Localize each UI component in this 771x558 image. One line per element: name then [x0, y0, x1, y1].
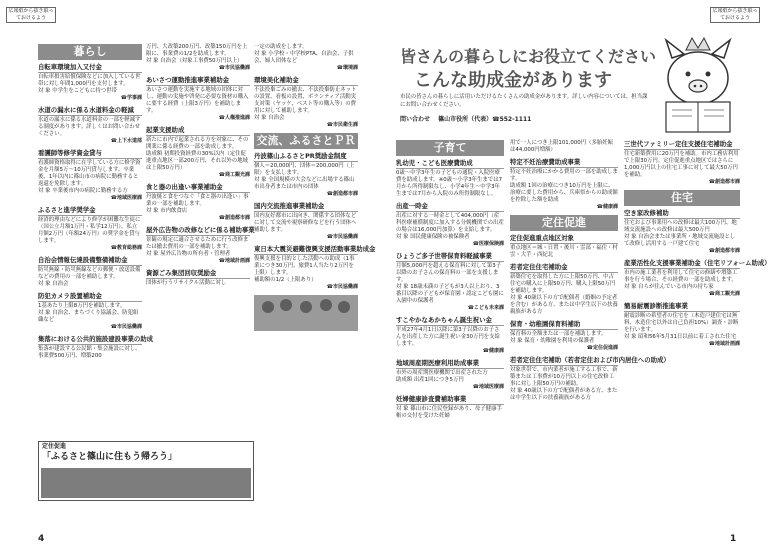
subsidy-item: [254, 76, 358, 129]
page-number-left: 4: [38, 534, 45, 544]
subsidy-item: [38, 206, 142, 252]
headline-2: こんな助成金があります: [414, 70, 612, 91]
subsidy-body: 重点地区＝城・日置・後川・雲部・福住・村雲・大芋・西紀北: [510, 245, 618, 258]
subsidy-title: 資源ごみ集団回収奨励金: [146, 269, 250, 279]
subsidy-contact: ☎健康課: [482, 348, 504, 354]
subsidy-target: 対 象 自治会: [254, 115, 285, 121]
pig-mascot-illustration: [636, 30, 760, 138]
section-heading-child: 子育て: [396, 140, 504, 156]
subsidy-contact: ☎市民協働課: [326, 284, 358, 290]
subsidy-item: [510, 263, 618, 316]
subsidy-body: 国内友好都市に出向き、関係する団体などに対して交流や視察研修などを行う団体へ補助します。: [254, 213, 357, 233]
intro-text: 市民の皆さんの暮らしに活用いただけるたくさんの助成金があります。詳しい内容については、担当課にお問い合わせください。: [400, 94, 648, 108]
subsidy-item: [146, 76, 250, 122]
subsidy-title: 若者定住住宅補助金: [510, 263, 618, 273]
subsidy-body: あいさつ運動を実施する地域の団体に対し、運動の実施や啓発に必要な資材の購入に要する経費（上限3万円）を補助します。: [146, 87, 249, 114]
subsidy-item: [254, 245, 376, 291]
subsidy-item: [254, 152, 358, 198]
subsidy-title: 防犯カメラ設置補助金: [38, 292, 142, 302]
banner-title: 定住促進: [42, 443, 67, 450]
banner-slogan: 「ふるさと篠山に住もう帰ろう」: [42, 452, 178, 462]
subsidy-title: 屋外広告物の改修などに係る補助事業: [146, 226, 255, 234]
subsidy-item: [396, 359, 504, 391]
subsidy-target: 対 象 40歳以下の方で配偶者（婚姻の予定者を含む）がある方、または中学生以下の扶養親族がある方: [510, 295, 618, 315]
subsidy-item: [38, 256, 142, 288]
subsidy-body: 景観の規定に適合させるために行う改修または撤去費用の一部を補助します。: [146, 237, 249, 250]
subsidy-target: 対 象 自治会または事業所・地域交流施設として改修し活用する一戸建て住宅: [624, 234, 736, 247]
corner-tag-right: 広報紙から抜き取っておけるよう: [710, 7, 760, 23]
subsidy-body: 0歳～中学3年生の子どもの通院・入院医療費を助成します。※0歳～小学3年生までは7月から所得制限なし、小学4年生～中学3年生までは7月から入院のみ所得制限なし。: [396, 170, 503, 197]
subsidy-title: ふるさと進学奨学金: [38, 206, 142, 216]
subsidy-contact: ☎商工観光課: [218, 172, 250, 178]
subsidy-target: 対 象 自治会、まちづくり協議会、防犯組織など: [38, 310, 139, 323]
subsidy-item: [510, 140, 618, 154]
subsidy-contact: ☎健康課: [596, 204, 618, 210]
subsidy-body: 新築住宅を取得した方に上限50万円、中古住宅の購入に上限50万円、購入上限50万円を補助します。: [510, 274, 616, 294]
subsidy-item: [146, 44, 250, 72]
right-col2-list-a: [510, 140, 618, 211]
subsidy-target: 対 象 保育・幼稚園を利用の保護者: [510, 338, 595, 344]
subsidy-body: 新たに市内で起業される方を対象に、その開業に係る経費の一部を助成します。: [146, 137, 249, 150]
left-col3-list-a: [254, 44, 358, 129]
subsidy-body: 出産に対する一時金として404,000円（産科医療補償制度に加入する分娩機関での出産の場合は16,000円加算）を支給します。: [396, 213, 504, 233]
subsidy-item: [624, 302, 740, 348]
subsidy-title: 出産一時金: [396, 202, 504, 212]
subsidy-item: [146, 226, 255, 265]
subsidy-contact: ☎教育総務課: [110, 245, 142, 251]
subsidy-contact: ☎創造都市課: [326, 191, 358, 197]
banner-photo-strip: [41, 468, 251, 498]
subsidy-title: 食と器の出逢い事業補助金: [146, 183, 250, 193]
subsidy-contact: ☎創造都市課: [218, 215, 250, 221]
subsidy-body: 団体が行うリサイクル活動に対し: [146, 280, 227, 286]
subsidy-body: 水道の漏水に係る水道料金の一部を軽減する制度があります。詳しくはお問い合わせください。: [38, 117, 141, 137]
subsidy-item: [624, 209, 740, 255]
right-col1-list: [396, 159, 504, 420]
subsidy-item: [624, 259, 771, 298]
settlement-banner: [38, 441, 254, 501]
left-col1-list: [38, 63, 154, 360]
subsidy-title: あいさつ運動推進事業補助金: [146, 76, 250, 86]
subsidy-target: 助成額 出産1回につき5万円: [396, 377, 464, 383]
subsidy-title: 妊婦健康診査費補助事業: [396, 395, 504, 405]
left-column-1: [38, 44, 154, 364]
subsidy-contact: ☎地域計画課: [218, 258, 250, 264]
right-column-3: [624, 140, 771, 352]
contact-line: [400, 114, 531, 123]
subsidy-title: 若者定住住宅補助（若者定住および市内居住への助成）: [510, 356, 670, 364]
subsidy-title: 空き家改修補助: [624, 209, 740, 219]
subsidy-body: 自転車損害賠償保険などに加入している世帯に対し年間1,000円を支付します。: [38, 74, 141, 87]
right-column-1: [396, 140, 504, 424]
subsidy-contact: ☎定住促進課: [586, 345, 618, 351]
subsidy-item: [396, 316, 504, 355]
left-column-3: [254, 44, 376, 331]
headline-1: 皆さんの暮らしにお役立てください: [400, 47, 657, 66]
subsidy-body: 市外の周産期医療機関で出産された方: [396, 370, 488, 376]
section-heading-housing: 住宅: [624, 190, 740, 206]
subsidy-contact: ☎市民協働課: [218, 65, 250, 71]
subsidy-body: 平成27年4月1日以降に第3子以降のお子さんを出産した方に誕生祝い金30万円を支給します。: [396, 327, 500, 347]
subsidy-contact: ☎創造都市課: [708, 248, 740, 254]
subsidy-item: [396, 252, 504, 312]
subsidy-item: [510, 356, 670, 402]
subsidy-item: [254, 44, 358, 72]
subsidy-contact: ☎こども未来課: [467, 305, 504, 311]
subsidy-body: 住宅および事業用への改修は最大100万円、地域交流施設への改修は最大500万円: [624, 220, 737, 233]
subsidy-contact: ☎医療保険課: [472, 241, 504, 247]
subsidy-title: 自治会情報伝達設備整備補助金: [38, 256, 142, 266]
subsidy-body: 丹波焼と食をつなぐ「食と器の出逢い」事業の一部を補助します。: [146, 194, 249, 207]
subsidy-title: ひょうご多子世帯保育料軽減事業: [396, 252, 504, 262]
subsidy-title: 特定不妊治療費助成事業: [510, 158, 618, 168]
subsidy-target: 対 象 自らが住んでいる市内の持ち家: [624, 284, 714, 290]
subsidy-title: 水道の漏水に係る水道料金の軽減: [38, 106, 142, 116]
subsidy-item: [38, 106, 142, 145]
subsidy-item: [146, 126, 250, 179]
section-heading-settle: 定住促進: [510, 215, 618, 231]
corner-tag: 広報紙から抜き取っておけるよう: [6, 7, 56, 23]
left-col3-list-b: [254, 152, 376, 291]
subsidy-target: 助成額 1回の治療につき10万円を上限に、治療に要した費用から、兵庫県からの助成額を控除した額を助成: [510, 183, 618, 203]
subsidy-item: [510, 158, 618, 211]
left-column-2: [146, 44, 255, 291]
subsidy-title: 保育・幼稚園保育料補助: [510, 320, 618, 330]
subsidy-body: 防災無線・防災無線などの郵便・放送設備などの費用の一部を補助します。: [38, 267, 141, 280]
subsidy-contact: ☎市民衛生課: [326, 122, 358, 128]
subsidy-title: すこやかなあかちゃん誕生祝い金: [396, 316, 504, 326]
subsidy-title: 東日本大震災避難復興支援活動事業助成金: [254, 245, 376, 253]
subsidy-title: 地域周産期医療利用助成事業: [396, 359, 504, 369]
subsidy-title: 環境美化補助金: [254, 76, 358, 86]
subsidy-item: [624, 140, 740, 186]
subsidy-body: 不法投棄ごみの撤去、不法投棄防止ネットの設置、看板の設置、ボランティア活動実支対策（ヤッケ、ベスト等の購入等）の費用に対して補助します。: [254, 87, 357, 114]
subsidy-target: 助成額 初期投資経費の30%以内（定住促進重点地区一部200万円、それ以外の地域は上限50万円）: [146, 151, 248, 171]
subsidy-target: 対 象 40歳以下の方で配偶者がある方、または中学生以下の扶養親族がある方: [510, 388, 618, 401]
subsidy-body: 一定の助成をします。: [254, 44, 308, 50]
subsidy-target: 補助額の1/2（上限あり）: [254, 277, 317, 283]
subsidy-body: 万円、大改築200万円、改築150万円を上限に、事業費の1/2を助成します。: [146, 44, 248, 57]
subsidy-title: 看護師等修学資金貸与: [38, 149, 142, 159]
subsidy-title: 乳幼児・こども医療費助成: [396, 159, 504, 169]
right-col3-list-b: [624, 209, 771, 348]
subsidy-item: [510, 234, 618, 259]
subsidy-title: 自転車環境加入又付金: [38, 63, 142, 73]
subsidy-body: 対象世帯で、市内業者が施工する工事で、新築または工事費が10万円以上の住宅改修工事に対し上限50万円の補助。: [510, 367, 618, 387]
subsidy-title: 起業支援助成: [146, 126, 250, 136]
subsidy-target: 対 象 卒業後市内の病院に勤務する方: [38, 188, 128, 194]
subsidy-item: [38, 149, 142, 202]
subsidy-contact: ☎市民協働課: [110, 324, 142, 330]
subsidy-body: 経済的理由などにより修学が困難な生徒に（国公立月額1万円・私学12万円）、私立月額2万円（年額24万円）の奨学金を貸与します。: [38, 217, 141, 244]
subsidy-body: 1基あたり上限8万円を補助します。: [38, 303, 126, 309]
subsidy-title: 集落における公共的施設建設事業の助成: [38, 335, 154, 343]
subsidy-body: 耐震診断の希望者の住宅を（木造戸建住宅は無料、木造住宅以外は自己負担10%）調査・診断を行います。: [624, 313, 739, 333]
subsidy-body: 保育料の全額または一部を補助します。: [510, 331, 607, 337]
subsidy-body: 市内の施工業者を利用して住宅の修繕や増築工事を行う場合、その経費の一部を助成します。: [624, 270, 738, 283]
subsidy-target: 対 象 国民健康保険の被保険者: [396, 234, 470, 240]
subsidy-contact: ☎創造都市課: [708, 179, 740, 185]
subsidy-target: 対 象 自治会（対象工事費50万円以上）: [146, 58, 243, 64]
subsidy-target: 対 象 小学校・中学校PTA、自治会、子供会、婦人団体など: [254, 51, 354, 64]
subsidy-target: 対 象 市内飲食店: [146, 208, 188, 214]
subsidy-target: 対 象 昭和56年5月31日以前に着工された住宅: [624, 334, 737, 340]
subsidy-target: 対 象 自治会: [38, 281, 69, 287]
subsidy-target: 対 象 全国規模の大会などに出場する篠山市出身者または市内の団体: [254, 177, 355, 190]
subsidy-body: 住宅新築費用に20万円を補助。市内工務店利用で上限30万円。定住促進重点地区ではさらに1,000万円以上の住宅工事に対して最大50万円を補助。: [624, 151, 739, 178]
contact-value: 篠山市役所（代表）☎552-1111: [438, 116, 532, 123]
subsidy-body: 集落が建設する公民館・集会施設に対し、事業費500万円、増築200: [38, 346, 141, 359]
left-page: [0, 0, 384, 558]
subsidy-target: 対 象 18歳未満の子どもが3人以上おり、3番目以降の子どもが保育園・認定こども園に入園中の保護者: [396, 284, 504, 304]
subsidy-body: 特定不妊治療にかかる費用の一部を助成します。: [510, 169, 618, 182]
subsidy-contact: ☎上下水道部: [110, 138, 142, 144]
subsidy-contact: ☎地域医療課: [472, 384, 504, 390]
subsidy-title: 簡易耐震診断推進事業: [624, 302, 740, 312]
subsidy-contact: ☎学事課: [120, 95, 142, 101]
subsidy-body: 個人＝20,000円、団体＝200,000円（上限）を支払します。: [254, 163, 355, 176]
subsidy-item: [396, 159, 504, 198]
subsidy-contact: ☎環境課: [336, 65, 358, 71]
subsidy-contact: ☎地域計画課: [708, 341, 740, 347]
subsidy-item: [38, 335, 154, 360]
page-number-right: 1: [730, 534, 737, 544]
subsidy-contact: ☎人権推進課: [218, 115, 250, 121]
right-col3-list-a: [624, 140, 740, 186]
subsidy-item: [510, 320, 618, 352]
subsidy-title: 国内交流推進事業補助金: [254, 202, 358, 212]
subsidy-item: [38, 63, 142, 102]
subsidy-contact: ☎市民協働課: [326, 234, 358, 240]
subsidy-contact: ☎商工観光課: [708, 291, 740, 297]
subsidy-item: [38, 292, 142, 331]
left-col2-list: [146, 44, 255, 287]
subsidy-title: 定住促進重点地区対象: [510, 234, 618, 244]
contact-label: 問い合わせ: [400, 116, 431, 123]
section-heading-living: 暮らし: [38, 44, 142, 60]
subsidy-body: 用で一人につき上限101,000円（多胎妊娠は44,000円増額）: [510, 140, 614, 153]
subsidy-item: [254, 202, 358, 241]
subsidy-item: [146, 269, 250, 287]
subsidy-item: [396, 395, 504, 420]
right-page: [384, 0, 771, 558]
subsidy-item: [396, 202, 504, 248]
subsidy-item: [146, 183, 250, 222]
subsidy-target: 対 象 中学生をこどもに持つ世帯: [38, 88, 117, 94]
subsidy-title: 丹波篠山ふるさとPR奨励金制度: [254, 152, 358, 162]
subsidy-title: 三世代ファミリー定住支援住宅補助金: [624, 140, 740, 150]
subsidy-body: 看護師資格取得に在学している方に修学資金を月額5万～10万円貸与します。卒業後、1年以内に篠山市の病院に勤務すると返還を免除します。: [38, 160, 141, 187]
subsidy-target: 対 象 屋外広告物の所有者・管理者: [146, 251, 231, 257]
subsidy-target: 対 象 篠山市に住民登録があり、母子健康手帳の交付を受けた妊婦: [396, 406, 502, 419]
group-photo: [254, 295, 358, 331]
subsidy-title: 産業活性化支援事業補助金（住宅リフォーム助成）: [624, 259, 771, 267]
subsidy-contact: ☎地域医療課: [110, 195, 142, 201]
section-heading-exchange: 交流、ふるさとＰＲ: [254, 133, 358, 149]
subsidy-body: 復興支援を目的とした活動への助成（1事業につき30万円、旅費1人当たり2万円を上限）します。: [254, 256, 355, 276]
subsidy-body: 月額5,000円を超える保育料に対して第3子以降のお子さんの保育料の一部を支援します。: [396, 263, 502, 283]
